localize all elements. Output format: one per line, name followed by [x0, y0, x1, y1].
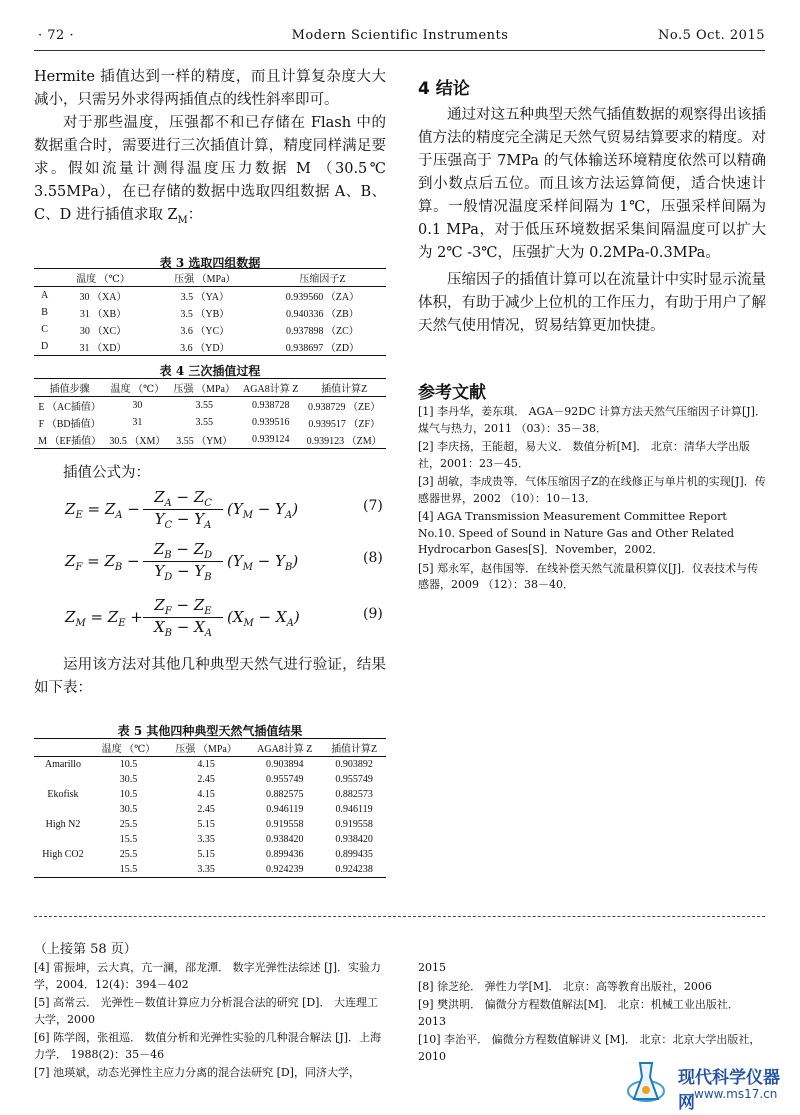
equation-8: $Z_F = Z_B$ − $Z_B - Z_D$ $Y_D - Y_B$ $(Y_M - Y_B)$ (8): [65, 540, 383, 583]
reference-item: [5] 郑永军，赵伟国等．在线补偿天然气流量积算仪[J]．仪表技术与传感器，2009 （12）：38－40．: [418, 561, 759, 591]
table-header-cell: [34, 739, 92, 757]
conclusion-heading: 4 结论: [418, 79, 470, 99]
table-cell: [34, 802, 92, 817]
table-cell: B: [41, 307, 48, 318]
table-cell: 0.899435: [335, 849, 373, 860]
table-row: [34, 397, 386, 415]
table-cell: 30 （XA）: [79, 292, 127, 303]
table5-caption: 表 5 其他四种典型天然气插值结果: [117, 724, 303, 738]
table-cell: 0.938697 （ZD）: [259, 338, 386, 356]
paragraph-1: Hermite 插值达到一样的精度，而且计算复杂度大大减小，只需另外求得两插值点的线性斜率即可。: [34, 69, 386, 108]
table-row: [34, 772, 386, 787]
conclusion-para-2: 压缩因子的插值计算可以在流量计中实时显示流量体积，有助于减少上位机的工作压力，有助于用户了解天然气使用情况，贸易结算更加快捷。: [418, 272, 766, 334]
table-header-cell: 温度 （℃）: [55, 269, 151, 287]
table-row: [34, 862, 386, 878]
continued-label: （上接第 58 页）: [34, 942, 137, 957]
table-cell: 0.939124: [239, 431, 302, 449]
table-cell: 0.939560 （ZA）: [285, 292, 360, 303]
table-cell: 0.946119: [335, 804, 373, 815]
table-header-cell: 压强 （MPa）: [165, 739, 247, 757]
table-row: [34, 832, 386, 847]
table-cell: 0.938729 （ZE）: [308, 402, 381, 413]
table-cell: 3.6 （YD）: [151, 338, 259, 356]
table-cell: 15.5: [92, 862, 165, 878]
table-cell: 30.5: [119, 774, 138, 785]
references-heading: 参考文献: [418, 383, 486, 403]
table-cell: 5.15: [197, 819, 215, 830]
table-cell: 3.5 （YB）: [180, 309, 230, 320]
table-cell: 2.45: [197, 804, 215, 815]
table-row: [34, 757, 386, 773]
table-cell: [34, 862, 92, 878]
table-header-cell: 压强 （MPa）: [169, 379, 239, 397]
reference-item: [4] 雷振坤，云大真，亢一澜，邵龙潭． 数字光弹性法综述 [J]．实验力学，2004．12(4)：394－402: [34, 961, 382, 991]
table-header-cell: 插值计算Z: [302, 379, 386, 397]
table-cell: 0.939123 （ZM）: [302, 431, 386, 449]
reference-item: [1] 李丹华，姜东琪． AGA－92DC 计算方法天然气压缩因子计算[J]．煤气与热力，2011 （03）：35－38．: [418, 405, 766, 435]
table4-caption: 表 4 三次插值过程: [159, 364, 261, 378]
table-cell: Amarillo: [44, 759, 82, 770]
table-header-cell: 插值计算Z: [322, 739, 386, 757]
reference-item: 2015: [418, 961, 446, 974]
table-header-cell: 插值步骤: [34, 379, 105, 397]
table-cell: E （AC插值）: [38, 402, 101, 413]
table-cell: 0.882575: [266, 789, 304, 800]
table-cell: 30 （XC）: [79, 326, 127, 337]
table-cell: [34, 772, 92, 787]
table-cell: 0.899436: [266, 849, 304, 860]
table-row: [34, 338, 386, 356]
table-cell: 0.903892: [335, 759, 373, 770]
header-rule: [34, 50, 765, 51]
reference-item: [6] 陈学阁，张祖巡． 数值分析和光弹性实验的几种混合解法 [J]．上海力学． 1988(2)：35－46: [34, 1031, 382, 1061]
table-header-cell: 温度 （℃）: [105, 379, 169, 397]
table3-caption: 表 3 选取四组数据: [159, 256, 261, 270]
left-intro: [34, 66, 386, 232]
table-cell: 0.938420: [335, 834, 373, 845]
table-cell: 5.15: [197, 849, 215, 860]
page-number: · 72 ·: [38, 28, 75, 43]
reference-item: [9] 樊洪明． 偏微分方程数值解法[M]． 北京：机械工业出版社．2013: [418, 998, 739, 1028]
table-cell: 0.937898 （ZC）: [286, 326, 359, 337]
table-header-cell: AGA8计算 Z: [247, 739, 322, 757]
table-cell: 31 （XB）: [79, 309, 127, 320]
table-cell: 0.919558: [335, 819, 373, 830]
journal-title: Modern Scientific Instruments: [291, 28, 509, 43]
table-cell: D: [34, 338, 55, 356]
table-cell: 31: [132, 417, 143, 428]
table-cell: 2.45: [197, 774, 215, 785]
table-cell: M （EF插值）: [34, 431, 105, 449]
table-cell: 3.35: [165, 862, 247, 878]
table-header-cell: 压缩因子Z: [259, 269, 386, 287]
table-header-cell: [34, 269, 55, 287]
table-cell: 0.919558: [266, 819, 304, 830]
table-cell: 0.955749: [335, 774, 373, 785]
table-5: [34, 738, 386, 878]
continued-refs-left: [34, 960, 384, 1084]
table-cell: 0.939517 （ZF）: [308, 419, 380, 430]
table-header-cell: AGA8计算 Z: [239, 379, 302, 397]
table-cell: High CO2: [42, 849, 84, 860]
table-cell: Ekofisk: [47, 789, 79, 800]
table-cell: 10.5: [119, 789, 138, 800]
table-cell: 0.924239: [247, 862, 322, 878]
table-cell: 0.924238: [322, 862, 386, 878]
table-cell: 3.55: [195, 400, 213, 411]
reference-item: [3] 胡敏，李成贵等．气体压缩因子Z的在线修正与单片机的实现[J]．传感器世界，2002 （10）：10－13．: [418, 475, 766, 505]
watermark-logo: [624, 1057, 794, 1113]
table-cell: 0.903894: [266, 759, 304, 770]
table-4: [34, 378, 386, 449]
table-cell: 10.5: [119, 759, 138, 770]
table-cell: 30: [132, 400, 143, 411]
table-cell: 4.15: [197, 789, 215, 800]
table-row: [34, 287, 386, 305]
table-cell: 0.938420: [266, 834, 304, 845]
table-cell: High N2: [45, 819, 81, 830]
table-cell: 0.882573: [335, 789, 373, 800]
table-cell: 3.5 （YA）: [180, 292, 230, 303]
table-cell: C: [41, 324, 48, 335]
table-row: [34, 802, 386, 817]
table-cell: A: [40, 290, 49, 301]
table-cell: 25.5: [119, 849, 138, 860]
continued-refs-right: [418, 960, 766, 1067]
table-header-cell: 压强 （MPa）: [151, 269, 259, 287]
table-cell: 3.55: [195, 417, 213, 428]
table-3: [34, 268, 386, 356]
reference-item: [4] AGA Transmission Measurement Committee Report No.10. Speed of Sound in Nature Gas and Other Related Hydrocarbon Gases[S]．November，2002．: [418, 510, 735, 556]
section-divider: [34, 916, 765, 917]
reference-item: [5] 高常云． 光弹性－数值计算应力分析混合法的研究 [D]． 大连理工大学，2000: [34, 996, 378, 1026]
table-cell: [34, 832, 92, 847]
table-cell: 0.946119: [266, 804, 304, 815]
paragraph-2: 对于那些温度，压强都不和已存储在 Flash 中的数据重合时，需要进行三次插值计算，精度同样满足要求。假如流量计测得温度压力数据 M （30.5℃ 3.55MPa），在已存储的数据中选取四组数据 A、B、C、D 进行插值求取 $Z_M$：: [34, 115, 386, 226]
table-cell: 3.55 （YM）: [169, 431, 239, 449]
formula-intro: 插值公式为：: [63, 465, 150, 481]
table-row: [34, 847, 386, 862]
table-cell: 30.5 （XM）: [105, 431, 169, 449]
table-cell: 30.5: [119, 804, 138, 815]
table-cell: 0.940336 （ZB）: [286, 309, 359, 320]
table-row: [34, 321, 386, 338]
table-row: [34, 431, 386, 449]
equation-7: $Z_E = Z_A$ − $Z_A - Z_C$ $Y_C - Y_A$ $(Y_M - Y_A)$ (7): [65, 488, 383, 531]
reference-item: [7] 池瑛斌，动态光弹性主应力分离的混合法研究 [D]，同济大学，: [34, 1066, 360, 1079]
table-cell: 0.938728: [251, 400, 290, 411]
equation-9: $Z_M = Z_E$ + $Z_F - Z_E$ $X_B - X_A$ $(X_M - X_A)$ (9): [65, 596, 383, 639]
table-cell: 3.35: [197, 834, 215, 845]
table-cell: 3.6 （YC）: [180, 326, 230, 337]
table-row: [34, 817, 386, 832]
reference-list: [418, 404, 766, 596]
table-cell: 31 （XD）: [55, 338, 151, 356]
table-cell: F （BD插值）: [38, 419, 101, 430]
table-row: [34, 414, 386, 431]
verify-paragraph: 运用该方法对其他几种典型天然气进行验证，结果如下表：: [34, 657, 386, 696]
table-cell: 15.5: [119, 834, 138, 845]
table-cell: 0.939516: [251, 417, 290, 428]
conclusion-body: [418, 104, 766, 338]
reference-item: [2] 李庆扬，王能超，易大义． 数值分析[M]． 北京：清华大学出版社，2001：23－45．: [418, 440, 750, 470]
table-cell: 25.5: [119, 819, 138, 830]
watermark-url: www.ms17.cn: [694, 1087, 778, 1101]
reference-item: [10] 李治平． 偏微分方程数值解讲义 [M]． 北京：北京大学出版社，2010: [418, 1033, 761, 1063]
conclusion-para-1: 通过对这五种典型天然气插值数据的观察得出该插值方法的精度完全满足天然气贸易结算要求的精度。对于压强高于 7MPa 的气体输送环境精度依然可以精确到小数点后五位。而且该方法运算简便，适合快速计算。一般情况温度采样间隔为 1℃，压强采样间隔为 0.1 MPa，对于低压环境数据采集间隔温度可以扩大为 2℃ -3℃，压强扩大为 0.2MPa-0.3MPa。: [418, 107, 766, 261]
table-header-cell: 温度 （℃）: [92, 739, 165, 757]
watermark-name: 现代科学仪器网: [678, 1068, 780, 1113]
issue-info: No.5 Oct. 2015: [657, 28, 765, 43]
table-row: [34, 787, 386, 802]
reference-item: [8] 徐芝纶． 弹性力学[M]． 北京：高等教育出版社，2006: [418, 979, 712, 993]
table-cell: 0.955749: [266, 774, 304, 785]
table-row: [34, 304, 386, 321]
table-cell: 4.15: [197, 759, 215, 770]
